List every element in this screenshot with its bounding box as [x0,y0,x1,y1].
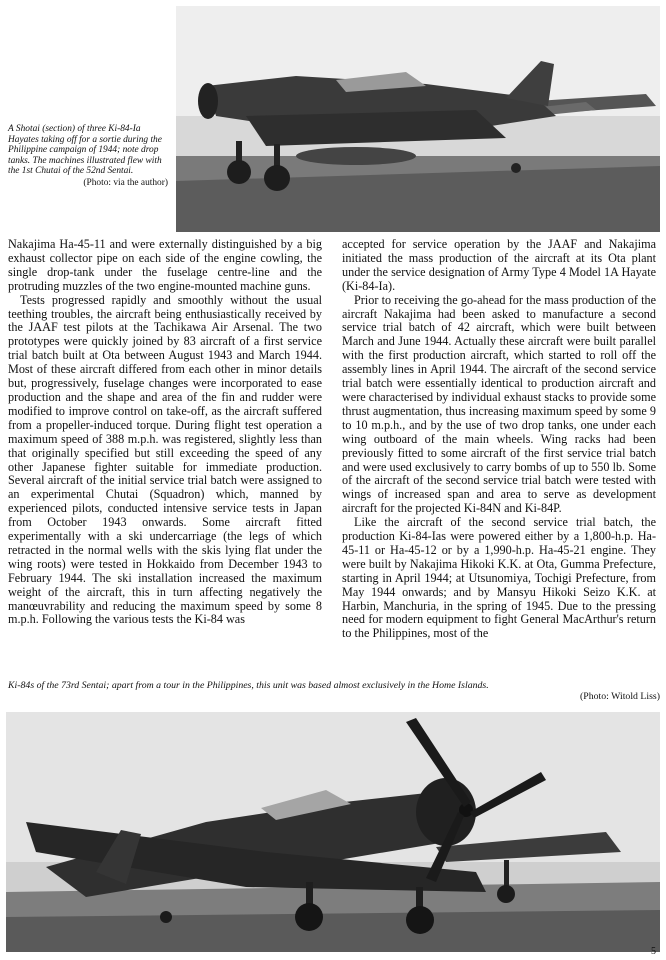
right-paragraph-3: Like the aircraft of the second service trial batch, the production Ki-84-Ias were powered either by a 1,800-h.p. Ha-45-11 or Ha-45-12 or by a 1,990-h.p. Ha-45-21 engine. They were built by Nakajima Hikoki K.K. at Ota, Gumma Prefecture, starting in April 1944; at Utsunomiya, Tochigi Prefecture, from May 1944 onwards; and by Mansyu Hikoki Seizo K.K. at Harbin, Manchuria, in the spring of 1945. Due to the pressing need for modern equipment to fight General MacArthur's return to the Philippines, most of the [342,515,656,641]
left-paragraph-1: Nakajima Ha-45-11 and were externally distinguished by a big exhaust collector pipe on each side of the engine cowling, the single drop-tank under the fuselage centre-line and the protruding muzzles of the two engine-mounted machine guns. [8,237,322,293]
bottom-caption-text: Ki-84s of the 73rd Sentai; apart from a tour in the Philippines, this unit was based almost exclusively in the Home Islands. [8,680,489,691]
right-paragraph-1: accepted for service operation by the JAAF and Nakajima initiated the mass production of the aircraft at its Ota plant under the service designation of Army Type 4 Model 1A Hayate (Ki-84-Ia). [342,237,656,293]
bottom-photo-caption [8,680,660,702]
article-left-column [8,238,322,627]
page-number: 5 [651,946,656,957]
top-photo-caption [8,124,168,189]
bottom-photo-credit: (Photo: Witold Liss) [580,691,660,702]
top-caption-text: A Shotai (section) of three Ki-84-Ia Hayates taking off for a sortie during the Philippine campaign of 1944; note drop tanks. The machines illustrated flew with the 1st Chutai of the 52nd Sentai. [8,124,162,177]
bottom-photo [6,712,660,952]
left-paragraph-2: Tests progressed rapidly and smoothly without the usual teething troubles, the aircraft being enthusiastically received by the JAAF test pilots at the Tachikawa Air Arsenal. The two prototypes were quickly joined by 83 aircraft of a first service trial batch built at Ota between August 1943 and March 1944. Most of these aircraft differed from each other in minor details but, progressively, fuselage changes were incorporated to ease production and the shape and area of the fin and rudder were modified to improve control on take-off, as the aircraft suffered from a propeller-induced torque. During flight test operation a maximum speed of 388 m.p.h. was registered, slightly less than that originally specified but still exceeding the speed of any other Japanese fighter suitable for immediate production. Several aircraft of the initial service trial batch were assigned to an experimental Chutai (Squadron) which, manned by experienced pilots, conducted intensive service tests in Japan from October 1943 onwards. Some aircraft fitted experimentally with a ski undercarriage (the legs of which retracted in the normal wells with the skis lying flat under the wing roots) were tested in Hokkaido from December 1943 to February 1944. The ski installation increased the maximum weight of the aircraft, this in turn affecting negatively the manœuvrability and reducing the maximum speed by some 8 m.p.h. Following the various tests the Ki-84 was [8,292,322,627]
article-right-column [342,238,656,641]
top-photo-credit: (Photo: via the author) [83,177,168,188]
hayate-formation-photo [176,6,660,232]
top-photo [176,6,660,232]
ki84-parked-photo [6,712,660,952]
right-paragraph-2: Prior to receiving the go-ahead for the mass production of the aircraft Nakajima had been asked to manufacture a second service trial batch of 42 aircraft, which were built between March and June 1944. Actually these aircraft were built parallel with the first production aircraft, which started to roll off the assembly lines in April 1944. The aircraft of the second service trial batch were essentially identical to production aircraft and were characterised by individual exhaust stacks to provide some thrust augmentation, thus increasing maximum speed by some 9 to 10 m.p.h., and by the use of two drop tanks, one under each wing outboard of the main wheels. Wing racks had been previously fitted to some aircraft of the first service trial batch and were used exclusively to carry bombs of up to 550 lb. Some of the aircraft of the second service trial batch were tested with wings of increased span and area to serve as development aircraft for the projected Ki-84N and Ki-84P. [342,292,656,516]
